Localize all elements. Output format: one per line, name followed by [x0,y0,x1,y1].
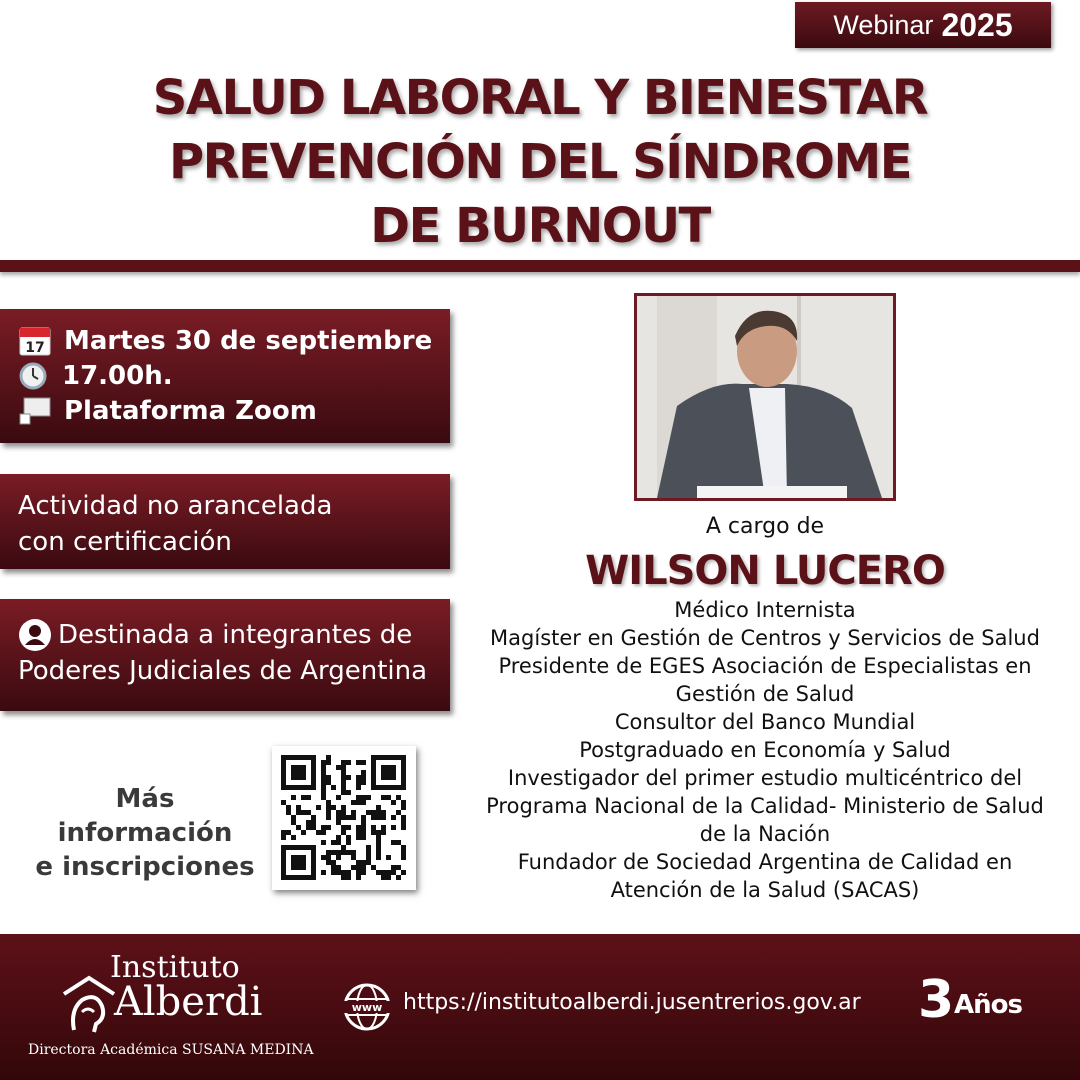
bio-line: Postgraduado en Economía y Salud [579,738,951,762]
globe-label: www [351,1001,383,1014]
bio-line: Médico Internista [674,598,856,622]
more-info-line: e inscripciones [35,852,255,882]
speaker-photo [634,293,896,501]
computer-icon [18,396,52,426]
bio-line: de la Nación [699,822,831,846]
logo-line2: Alberdi [114,979,263,1025]
calendar-icon [18,326,52,356]
speaker-intro: A cargo de [705,514,825,539]
website-link[interactable]: https://institutoalberdi.jusentrerios.gov.ar [403,990,861,1015]
anniversary-word: Años [954,990,1022,1020]
bio-line: Programa Nacional de la Calidad- Ministerio de Salud [486,794,1044,818]
speaker-name: WILSON LUCERO [585,548,945,594]
fee-box [0,474,450,569]
audience-box [0,599,450,711]
event-details-box [0,309,450,443]
svg-text:17: 17 [25,339,45,356]
bio-line: Magíster en Gestión de Centros y Servicios de Salud [490,626,1040,650]
fee-line: Actividad no arancelada [18,491,333,521]
event-platform: Plataforma Zoom [64,395,317,426]
qr-code[interactable] [272,746,416,890]
title-line: SALUD LABORAL Y BIENESTAR [152,70,928,126]
event-date: Martes 30 de septiembre [64,325,433,356]
title-line: PREVENCIÓN DEL SÍNDROME [168,134,911,190]
speaker-bio [470,596,1060,904]
globe-icon [342,982,392,1036]
bio-line: Presidente de EGES Asociación de Especialistas en [498,654,1032,678]
webinar-badge [795,2,1051,48]
event-time: 17.00h. [62,360,173,391]
logo-line1: Instituto [110,950,240,985]
more-info-text [30,782,260,884]
more-info-line: Más información [57,784,233,848]
title-line: DE BURNOUT [370,198,710,254]
institute-logo [110,950,262,1025]
page-title [0,66,1080,258]
divider [0,260,1080,272]
webinar-year: 2025 [941,6,1013,43]
clock-icon [18,361,48,391]
anniversary-number: 3 [918,970,955,1030]
person-icon [18,618,52,652]
bio-line: Consultor del Banco Mundial [614,710,916,734]
webinar-label: Webinar [833,9,934,40]
director-credit: Directora Académica SUSANA MEDINA [28,1042,314,1058]
bio-line: Fundador de Sociedad Argentina de Calidad en [517,850,1013,874]
bio-line: Investigador del primer estudio multicéntrico del [507,766,1023,790]
bio-line: Gestión de Salud [675,682,855,706]
audience-line: Destinada a integrantes de [58,620,413,650]
bio-line: Atención de la Salud (SACAS) [610,878,920,902]
fee-line: con certificación [18,527,232,557]
audience-line: Poderes Judiciales de Argentina [18,656,428,686]
